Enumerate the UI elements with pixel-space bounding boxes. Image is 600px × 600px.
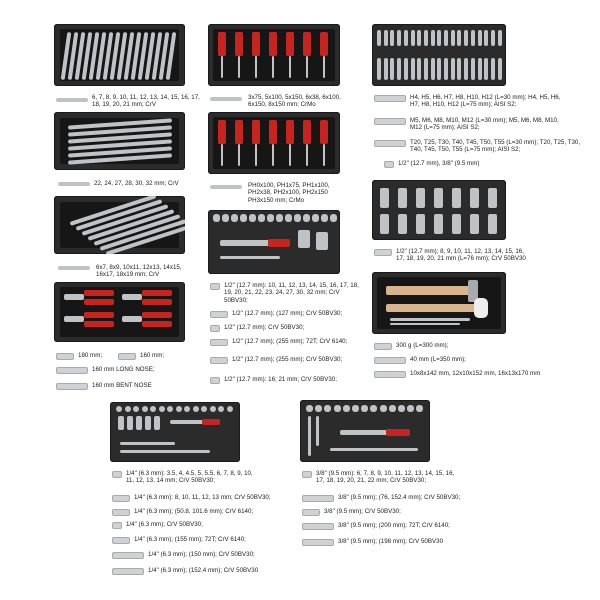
bit: [431, 30, 435, 46]
deep-socket: [434, 214, 443, 234]
chisel-icon: [374, 371, 406, 378]
ratchet-grip: [202, 419, 220, 425]
ratchet-grip: [386, 429, 410, 436]
plier-jaw: [64, 294, 84, 300]
deep-socket: [488, 188, 497, 208]
socket-icon: [112, 471, 122, 478]
socket: [125, 406, 131, 412]
bit: [478, 30, 482, 46]
deep-socket-icon: [112, 495, 130, 502]
plier-handle: [142, 321, 172, 327]
socket: [294, 214, 301, 222]
socket: [184, 406, 190, 412]
breaker-bar: [330, 448, 418, 451]
side-cutter-icon: [118, 353, 136, 360]
socket: [240, 214, 247, 222]
socket-set-38-row-3: 3/8" (9.5 mm); CrV 50BV30;: [302, 508, 472, 516]
screwdriver-handle: [303, 120, 311, 144]
screwdriver-handle: [303, 32, 311, 56]
punch: [390, 318, 470, 321]
bit: [424, 30, 428, 46]
bit: [471, 58, 475, 80]
joint-icon: [302, 509, 320, 516]
bit: [484, 58, 488, 80]
sockets-half-inch-row: 1/2" (12.7 mm); 8, 9, 10, 11, 12, 13, 14, 15, 16, 17, 18, 19, 20, 21 mm (L=76 mm); CrV 50BV30: [374, 248, 534, 263]
screwdriver-handle: [269, 120, 277, 144]
socket: [312, 214, 319, 222]
extension: [308, 416, 311, 456]
plier-handle: [142, 290, 172, 296]
socket-set-quarter-row-6: 1/4" (6.3 mm); (150 mm); CrV 50BV30;: [112, 551, 282, 559]
screwdriver-thumbnail: [210, 185, 242, 189]
screwdriver-handle: [235, 120, 243, 144]
ratchet-icon: [210, 339, 228, 346]
bent-nose-pliers-icon: [56, 383, 88, 390]
tray-screwdrivers-phillips: [208, 112, 340, 174]
pliers-row-1: 180 mm;: [56, 352, 116, 360]
socket-set-38-row-1: 3/8" (9.5 mm): 6, 7, 8, 9, 10, 11, 12, 13, 14, 15, 16, 17, 18, 19, 20, 21, 22 mm; CrV 50BV30;: [302, 470, 462, 485]
wrench-thumbnail: [58, 182, 90, 186]
screwdriver-handle: [218, 32, 226, 56]
screwdriver-shaft: [238, 56, 240, 78]
extension-icon: [112, 509, 130, 516]
deep-socket: [416, 188, 425, 208]
bit: [471, 30, 475, 46]
socket-set-quarter-row-2: 1/4" (6.3 mm): 8, 10, 11, 12, 13 mm; CrV 50BV30;: [112, 494, 282, 502]
socket: [352, 405, 359, 412]
bit: [377, 30, 381, 46]
hammers-row-2: 40 mm (L=350 mm);: [374, 356, 514, 364]
caption-combination-wrenches-small: 6, 7, 8, 9, 10, 11, 12, 13, 14, 15, 16, 17, 18, 19, 20, 21 mm; CrV: [92, 94, 200, 109]
extension: [316, 416, 319, 446]
deep-socket: [154, 416, 160, 430]
socket-set-half-row-1: 1/2" (12.7 mm): 10, 11, 12, 13, 14, 15, 16, 17, 18, 19, 20, 21, 22, 23, 24, 27, 30, 32 mm; CrV 50BV30;: [210, 282, 360, 304]
spanner-thumbnail: [58, 266, 90, 270]
socket: [201, 406, 207, 412]
bit: [444, 30, 448, 46]
screwdriver-shaft: [221, 56, 223, 78]
bit: [457, 30, 461, 46]
socket-set-38-row-5: 3/8" (9.5 mm); (198 mm); CrV 50BV30: [302, 538, 472, 546]
socket: [315, 405, 322, 412]
bit: [397, 30, 401, 46]
screwdriver-handle: [235, 32, 243, 56]
punch: [390, 323, 460, 325]
bit: [417, 58, 421, 80]
hammer-icon: [374, 343, 392, 350]
combination-pliers-icon: [56, 353, 74, 360]
pliers-row-3: 160 mm LONG NOSE;: [56, 366, 176, 374]
deep-socket: [398, 188, 407, 208]
socket: [218, 406, 224, 412]
screwdriver-handle: [269, 32, 277, 56]
tray-screwdrivers-flat: [208, 24, 340, 86]
deep-socket: [127, 416, 133, 430]
socket: [361, 405, 368, 412]
socket: [227, 406, 233, 412]
extension: [220, 256, 280, 259]
screwdriver-handle: [218, 120, 226, 144]
deep-socket: [136, 416, 142, 430]
hammers-row-1: 300 g (L=300 mm);: [374, 342, 514, 350]
socket: [150, 406, 156, 412]
plier-jaw: [122, 294, 142, 300]
joint-icon: [210, 325, 220, 332]
socket-icon: [374, 249, 392, 256]
plier-handle: [84, 299, 114, 305]
socket: [167, 406, 173, 412]
socket-icon: [302, 471, 312, 478]
bit: [390, 30, 394, 46]
bit: [457, 58, 461, 80]
socket-set-quarter-row-7: 1/4" (6.3 mm); (152.4 mm); CrV 50BV30: [112, 567, 282, 575]
socket: [321, 214, 328, 222]
adapter-icon: [384, 161, 394, 168]
tray-combination-wrenches-small: [54, 24, 185, 86]
socket: [389, 405, 396, 412]
screwdriver-shaft: [272, 144, 274, 166]
plier-handle: [84, 290, 114, 296]
screwdriver-shaft: [255, 144, 257, 166]
bits-hex-row: H4, H5, H6, H7, H8, H10, H12 (L=30 mm); H4, H5, H6, H7, H8, H10, H12 (L=75 mm); AISI S2;: [374, 94, 564, 109]
hex-bit-icon: [374, 95, 406, 102]
breaker-bar-icon: [210, 357, 228, 364]
socket-set-quarter-row-3: 1/4" (6.3 mm); (50.8, 101.6 mm); CrV 6140;: [112, 508, 282, 516]
bit: [464, 30, 468, 46]
bit: [491, 30, 495, 46]
mallet-handle: [386, 304, 478, 312]
bits-torx-row: T20, T25, T30, T40, T45, T50, T55 (L=30 mm); T20, T25, T30, T40, T45, T50, T55 (L=75 mm); AISI S2;: [374, 139, 586, 154]
bit: [431, 58, 435, 80]
bit: [444, 58, 448, 80]
deep-socket: [470, 188, 479, 208]
screwdriver-shaft: [221, 144, 223, 166]
tray-hammers: [372, 272, 506, 334]
screwdriver-shaft: [306, 144, 308, 166]
plier-handle: [84, 321, 114, 327]
tray-socket-set-quarter: [110, 402, 240, 462]
screwdriver-shaft: [289, 56, 291, 78]
hammer-handle: [386, 286, 478, 295]
tray-combination-wrenches-large: [54, 112, 185, 170]
bit: [484, 30, 488, 46]
deep-socket: [452, 188, 461, 208]
extension-icon: [210, 311, 228, 318]
spinner-handle-icon: [112, 552, 144, 559]
long-nose-pliers-icon: [56, 367, 88, 374]
socket-set-38-row-2: 3/8" (9.5 mm); (76, 152.4 mm); CrV 50BV30;: [302, 494, 472, 502]
spark-plug-socket-icon: [210, 377, 220, 384]
hammers-row-3: 10x8x142 mm, 12x10x152 mm, 16x13x170 mm: [374, 370, 554, 378]
socket: [159, 406, 165, 412]
bit: [464, 58, 468, 80]
socket: [380, 405, 387, 412]
screwdriver-handle: [252, 120, 260, 144]
screwdriver-handle: [252, 32, 260, 56]
screwdriver-shaft: [323, 56, 325, 78]
bit: [478, 58, 482, 80]
bit: [384, 58, 388, 80]
mallet-icon: [374, 357, 406, 364]
socket: [142, 406, 148, 412]
pliers-row-4: 160 mm BENT NOSE: [56, 382, 176, 390]
caption-screwdrivers-phillips: PH0x100, PH1x75, PH1x100, PH2x38, PH2x100, PH2x150 PH3x150 mm; CrMo: [248, 182, 330, 204]
caption-ring-spanners: 6x7, 8x9, 10x11, 12x13, 14x15, 16x17, 18x19 mm; CrV: [96, 264, 182, 279]
plier-handle: [84, 312, 114, 318]
socket: [231, 214, 238, 222]
bit: [424, 58, 428, 80]
tray-pliers: [54, 282, 185, 342]
socket: [267, 214, 274, 222]
socket: [213, 214, 220, 222]
socket: [133, 406, 139, 412]
ratchet-icon: [112, 537, 130, 544]
caption-combination-wrenches-large: 22, 24, 27, 28, 30, 32 mm; CrV: [94, 180, 179, 187]
socket: [316, 232, 328, 250]
spline-bit-icon: [374, 118, 406, 125]
socket: [249, 214, 256, 222]
mallet-head: [474, 298, 488, 318]
bit: [451, 30, 455, 46]
socket: [285, 214, 292, 222]
deep-socket: [145, 416, 151, 430]
deep-socket: [488, 214, 497, 234]
socket: [222, 214, 229, 222]
socket: [116, 406, 122, 412]
plier-jaw: [122, 316, 142, 322]
socket: [306, 405, 313, 412]
socket: [193, 406, 199, 412]
bit: [437, 58, 441, 80]
socket: [370, 405, 377, 412]
screwdriver-thumbnail: [210, 97, 242, 101]
screwdriver-shaft: [238, 144, 240, 166]
bits-adapter-row: 1/2" (12.7 mm), 3/8" (9.5 mm): [384, 160, 534, 168]
bit: [404, 58, 408, 80]
deep-socket: [380, 188, 389, 208]
screwdriver-shaft: [289, 144, 291, 166]
socket-set-half-row-6: 1/2" (12.7 mm): 16; 21 mm; CrV 50BV30;: [210, 376, 360, 384]
socket: [210, 406, 216, 412]
socket: [324, 405, 331, 412]
ratchet-grip: [268, 239, 290, 247]
deep-socket: [416, 214, 425, 234]
tray-ring-spanners: [54, 196, 185, 254]
socket: [334, 405, 341, 412]
bit: [437, 30, 441, 46]
tray-sockets-half-inch: [372, 180, 506, 240]
socket: [343, 405, 350, 412]
bit: [498, 58, 502, 80]
plier-handle: [142, 312, 172, 318]
plier-handle: [142, 299, 172, 305]
socket: [298, 230, 310, 248]
wrench-thumbnail: [56, 98, 88, 102]
socket: [416, 405, 423, 412]
joint-icon: [112, 522, 122, 529]
socket-set-quarter-row-1: 1/4" (6.3 mm): 3.5, 4, 4.5, 5, 5.5, 6, 7, 8, 9, 10, 11, 12, 13, 14 mm; CrV 50BV30;: [112, 470, 262, 485]
extension: [120, 450, 210, 453]
ratchet-icon: [302, 523, 334, 530]
socket-set-half-row-2: 1/2" (12.7 mm); (127 mm); CrV 50BV30;: [210, 310, 360, 318]
tray-bits: [372, 24, 506, 86]
plier-jaw: [64, 316, 84, 322]
socket: [303, 214, 310, 222]
socket-set-half-row-5: 1/2" (12.7 mm); (255 mm); CrV 50BV30;: [210, 356, 360, 364]
deep-socket: [434, 188, 443, 208]
tray-socket-set-three-eighths: [300, 400, 430, 462]
bit: [451, 58, 455, 80]
screwdriver-shaft: [306, 56, 308, 78]
deep-socket: [398, 214, 407, 234]
socket-set-38-row-4: 3/8" (9.5 mm); (200 mm); 72T; CrV 6140;: [302, 522, 472, 530]
socket: [258, 214, 265, 222]
flex-extension-icon: [112, 568, 144, 575]
socket: [330, 214, 337, 222]
bit: [384, 30, 388, 46]
bit: [404, 30, 408, 46]
breaker-bar-icon: [302, 539, 334, 546]
screwdriver-handle: [286, 120, 294, 144]
screwdriver-shaft: [272, 56, 274, 78]
extension: [120, 442, 175, 445]
deep-socket: [452, 214, 461, 234]
socket: [276, 214, 283, 222]
socket-set-quarter-row-4: 1/4" (6.3 mm); CrV 50BV30;: [112, 521, 282, 529]
socket: [398, 405, 405, 412]
extension-icon: [302, 495, 334, 502]
torx-bit-icon: [374, 140, 406, 147]
socket-set-quarter-row-5: 1/4" (6.3 mm); (155 mm); 72T; CrV 6140;: [112, 536, 282, 544]
bit: [411, 58, 415, 80]
screwdriver-handle: [320, 32, 328, 56]
screwdriver-shaft: [255, 56, 257, 78]
bits-spline-row: M5, M6, M8, M10, M12 (L=30 mm); M5, M6, M8, M10, M12 (L=75 mm); AISI S2;: [374, 117, 564, 132]
socket-icon: [210, 283, 220, 290]
deep-socket: [380, 214, 389, 234]
screwdriver-handle: [286, 32, 294, 56]
caption-screwdrivers-flat: 3x75, 5x100, 5x150, 6x38, 6x100, 6x150, 8x150 mm; CrMo: [248, 94, 341, 109]
bit: [411, 30, 415, 46]
bit: [390, 58, 394, 80]
bit: [417, 30, 421, 46]
deep-socket: [470, 214, 479, 234]
socket: [176, 406, 182, 412]
bit: [377, 58, 381, 80]
bit: [491, 58, 495, 80]
bit: [397, 58, 401, 80]
pliers-row-2: 160 mm;: [118, 352, 178, 360]
socket-set-half-row-3: 1/2" (12.7 mm); CrV 50BV30;: [210, 324, 360, 332]
bit: [498, 30, 502, 46]
tray-socket-set-half: [208, 210, 340, 274]
socket-set-half-row-4: 1/2" (12.7 mm); (255 mm); 72T; CrV 6140;: [210, 338, 360, 346]
screwdriver-shaft: [323, 144, 325, 166]
socket: [407, 405, 414, 412]
deep-socket: [118, 416, 124, 430]
screwdriver-handle: [320, 120, 328, 144]
